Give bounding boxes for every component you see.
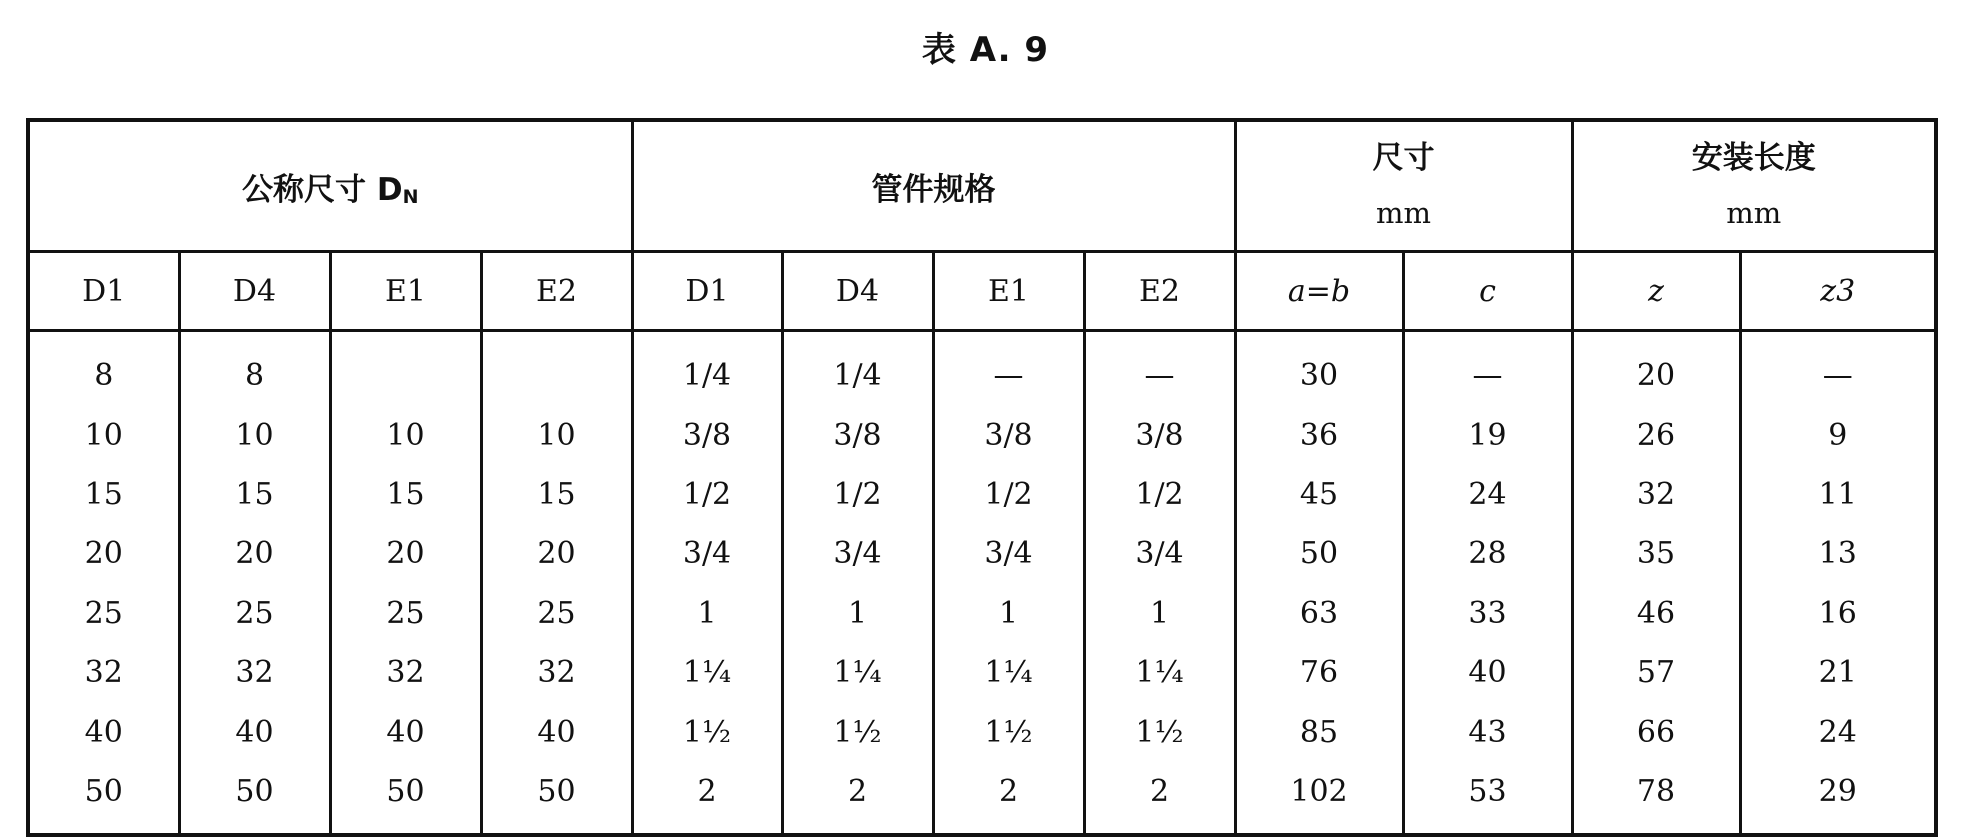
- subheader-cell: D4: [179, 252, 330, 331]
- table-cell: 26: [1572, 405, 1740, 464]
- table-cell: 25: [330, 584, 481, 643]
- table-cell: 15: [330, 465, 481, 524]
- table-cell: 45: [1235, 465, 1403, 524]
- table-cell: 1/2: [632, 465, 782, 524]
- table-cell: 25: [481, 584, 632, 643]
- table-cell: 85: [1235, 702, 1403, 761]
- install-length-label: 安装长度: [1691, 140, 1816, 176]
- table-cell: —: [1740, 331, 1936, 406]
- table-cell: —: [933, 331, 1084, 406]
- table-cell: 3/4: [1084, 524, 1235, 583]
- table-cell: 53: [1403, 762, 1572, 835]
- table-cell: 1½: [782, 702, 933, 761]
- subheader-cell: D1: [28, 252, 179, 331]
- subheader-cell: E2: [481, 252, 632, 331]
- table-row: [28, 584, 1936, 643]
- nominal-size-header: 公称尺寸 DN: [28, 120, 632, 252]
- table-cell: 1/2: [782, 465, 933, 524]
- table-cell: 36: [1235, 405, 1403, 464]
- table-cell: 40: [330, 702, 481, 761]
- table-cell: 21: [1740, 643, 1936, 702]
- table-cell: 8: [28, 331, 179, 406]
- table-cell: 15: [481, 465, 632, 524]
- table-row: [28, 762, 1936, 835]
- table-body: [28, 331, 1936, 836]
- table-row: [28, 702, 1936, 761]
- table-cell: 50: [330, 762, 481, 835]
- table-cell: 32: [330, 643, 481, 702]
- table-cell: 32: [28, 643, 179, 702]
- table-cell: 3/8: [632, 405, 782, 464]
- table-cell: 1½: [1084, 702, 1235, 761]
- table-cell: 25: [28, 584, 179, 643]
- table-cell: 32: [179, 643, 330, 702]
- table-row: [28, 643, 1936, 702]
- table-title: 表 A. 9: [921, 30, 1050, 70]
- table-cell: [481, 331, 632, 406]
- table-cell: 1¼: [1084, 643, 1235, 702]
- dimension-table: [26, 118, 1938, 837]
- table-cell: 24: [1740, 702, 1936, 761]
- table-cell: 2: [933, 762, 1084, 835]
- table-cell: 76: [1235, 643, 1403, 702]
- table-cell: 1: [1084, 584, 1235, 643]
- table-cell: 78: [1572, 762, 1740, 835]
- table-cell: 43: [1403, 702, 1572, 761]
- table-cell: 16: [1740, 584, 1936, 643]
- table-cell: 40: [28, 702, 179, 761]
- table-cell: 50: [481, 762, 632, 835]
- table-cell: 3/8: [933, 405, 1084, 464]
- table-cell: 11: [1740, 465, 1936, 524]
- table-cell: 1/4: [782, 331, 933, 406]
- table-cell: 1½: [933, 702, 1084, 761]
- table-cell: 50: [1235, 524, 1403, 583]
- table-cell: —: [1084, 331, 1235, 406]
- table-cell: 13: [1740, 524, 1936, 583]
- table-cell: —: [1403, 331, 1572, 406]
- table-cell: 1: [632, 584, 782, 643]
- table-cell: 8: [179, 331, 330, 406]
- table-cell: 29: [1740, 762, 1936, 835]
- fitting-spec-header: 管件规格: [632, 120, 1235, 252]
- table-cell: 10: [179, 405, 330, 464]
- table-cell: 20: [481, 524, 632, 583]
- subheader-cell: E2: [1084, 252, 1235, 331]
- install-length-unit: mm: [1726, 196, 1782, 230]
- subheader-cell: c: [1403, 252, 1572, 331]
- table-cell: 46: [1572, 584, 1740, 643]
- table-cell: 25: [179, 584, 330, 643]
- table-cell: 1: [933, 584, 1084, 643]
- table-cell: 1/2: [1084, 465, 1235, 524]
- table-row: [28, 465, 1936, 524]
- subheader-cell: D4: [782, 252, 933, 331]
- table-cell: 20: [1572, 331, 1740, 406]
- table-cell: 24: [1403, 465, 1572, 524]
- table-cell: 35: [1572, 524, 1740, 583]
- table-cell: 3/4: [933, 524, 1084, 583]
- nominal-size-subscript: N: [402, 185, 419, 208]
- table-cell: 40: [1403, 643, 1572, 702]
- table-cell: 2: [632, 762, 782, 835]
- subheader-cell: z: [1572, 252, 1740, 331]
- table-cell: 10: [28, 405, 179, 464]
- table-cell: 50: [28, 762, 179, 835]
- table-cell: 40: [179, 702, 330, 761]
- table-cell: 3/4: [632, 524, 782, 583]
- table-row: [28, 405, 1936, 464]
- dimension-header: [1235, 120, 1572, 252]
- table-cell: 20: [330, 524, 481, 583]
- table-row: [28, 524, 1936, 583]
- table-cell: 15: [28, 465, 179, 524]
- table-cell: 15: [179, 465, 330, 524]
- table-cell: [330, 331, 481, 406]
- table-cell: 1¼: [632, 643, 782, 702]
- table-cell: 102: [1235, 762, 1403, 835]
- header-row-primary: [28, 120, 1936, 252]
- table-cell: 2: [1084, 762, 1235, 835]
- table-cell: 66: [1572, 702, 1740, 761]
- header-row-secondary: [28, 252, 1936, 331]
- table-cell: 33: [1403, 584, 1572, 643]
- table-cell: 57: [1572, 643, 1740, 702]
- table-cell: 1½: [632, 702, 782, 761]
- table-cell: 32: [481, 643, 632, 702]
- table-cell: 3/8: [1084, 405, 1235, 464]
- table-cell: 50: [179, 762, 330, 835]
- table-cell: 63: [1235, 584, 1403, 643]
- table-cell: 3/4: [782, 524, 933, 583]
- table-cell: 3/8: [782, 405, 933, 464]
- table-cell: 19: [1403, 405, 1572, 464]
- table-cell: 9: [1740, 405, 1936, 464]
- table-cell: 10: [481, 405, 632, 464]
- subheader-cell: D1: [632, 252, 782, 331]
- table-cell: 1/2: [933, 465, 1084, 524]
- dimension-unit: mm: [1376, 196, 1431, 230]
- table-cell: 1: [782, 584, 933, 643]
- table-cell: 10: [330, 405, 481, 464]
- table-cell: 32: [1572, 465, 1740, 524]
- table-cell: 40: [481, 702, 632, 761]
- subheader-cell: E1: [933, 252, 1084, 331]
- table-cell: 1/4: [632, 331, 782, 406]
- subheader-cell: z3: [1740, 252, 1936, 331]
- install-length-header: [1572, 120, 1936, 252]
- table-cell: 20: [28, 524, 179, 583]
- subheader-cell: a=b: [1235, 252, 1403, 331]
- table-cell: 20: [179, 524, 330, 583]
- table-cell: 28: [1403, 524, 1572, 583]
- dimension-label: 尺寸: [1372, 140, 1435, 176]
- table-cell: 1¼: [782, 643, 933, 702]
- table-row: [28, 331, 1936, 406]
- table-cell: 2: [782, 762, 933, 835]
- table-cell: 1¼: [933, 643, 1084, 702]
- table-cell: 30: [1235, 331, 1403, 406]
- subheader-cell: E1: [330, 252, 481, 331]
